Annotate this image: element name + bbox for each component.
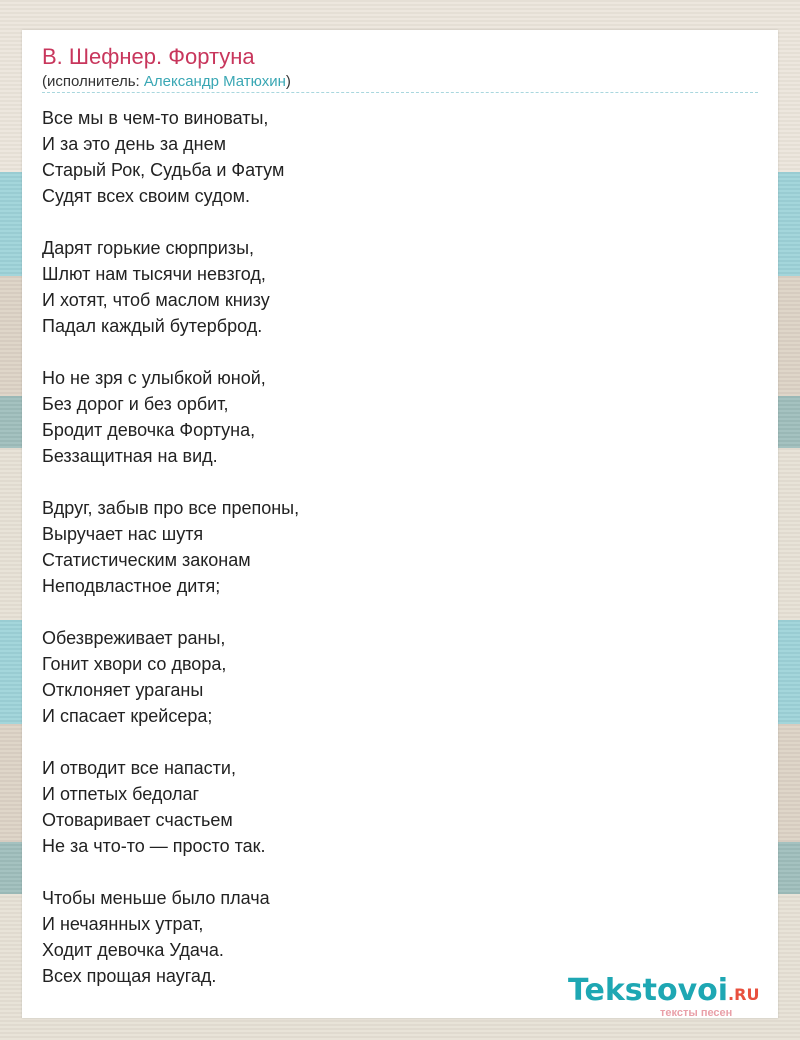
lyric-line: Вдруг, забыв про все препоны, — [42, 498, 300, 518]
logo-subtitle: тексты песен — [660, 1007, 733, 1019]
lyric-line: Ходит девочка Удача. — [42, 940, 224, 960]
stanza — [42, 625, 299, 729]
stanza — [42, 885, 299, 989]
lyric-line: Беззащитная на вид. — [42, 446, 218, 466]
lyric-line: Гонит хвори со двора, — [42, 654, 227, 674]
lyric-line: И нечаянных утрат, — [42, 914, 204, 934]
title-divider — [42, 92, 758, 93]
lyrics-card — [22, 30, 778, 1018]
lyric-line: Всех прощая наугад. — [42, 966, 217, 986]
lyric-line: Бродит девочка Фортуна, — [42, 420, 256, 440]
stanza — [42, 105, 299, 209]
lyric-line: Чтобы меньше было плача — [42, 888, 270, 908]
lyric-line: Выручает нас шутя — [42, 524, 204, 544]
logo-tld: .RU — [728, 985, 760, 1004]
lyric-line: И отводит все напасти, — [42, 758, 236, 778]
lyric-line: Старый Рок, Судьба и Фатум — [42, 160, 285, 180]
lyric-line: Неподвластное дитя; — [42, 576, 221, 596]
lyric-line: И спасает крейсера; — [42, 706, 213, 726]
performer-line — [42, 73, 291, 91]
lyric-line: Падал каждый бутерброд. — [42, 316, 263, 336]
artist-link[interactable]: Александр Матюхин — [143, 73, 286, 90]
page-title: В. Шефнер. Фортуна — [42, 44, 255, 69]
lyrics-body — [42, 105, 299, 1015]
lyric-line: Все мы в чем-то виноваты, — [42, 108, 269, 128]
lyric-line: И отпетых бедолаг — [42, 784, 200, 804]
stanza — [42, 495, 299, 599]
lyric-line: Отклоняет ураганы — [42, 680, 204, 700]
lyric-line: Без дорог и без орбит, — [42, 394, 229, 414]
lyric-line: Шлют нам тысячи невзгод, — [42, 264, 266, 284]
lyric-line: И за это день за днем — [42, 134, 226, 154]
lyric-line: Судят всех своим судом. — [42, 186, 250, 206]
lyric-line: Не за что-то — просто так. — [42, 836, 266, 856]
lyric-line: Дарят горькие сюрпризы, — [42, 238, 255, 258]
lyric-line: И хотят, чтоб маслом книзу — [42, 290, 270, 310]
lyric-line: Обезвреживает раны, — [42, 628, 226, 648]
site-logo[interactable] — [568, 974, 768, 1020]
lyric-line: Статистическим законам — [42, 550, 251, 570]
stanza — [42, 755, 299, 859]
performer-suffix: ) — [285, 73, 291, 90]
lyric-line: Отоваривает счастьем — [42, 810, 233, 830]
stanza — [42, 365, 299, 469]
stanza — [42, 235, 299, 339]
lyric-line: Но не зря с улыбкой юной, — [42, 368, 266, 388]
logo-main-text: Tekstovoi — [568, 973, 729, 1008]
performer-prefix: (исполнитель: — [42, 73, 144, 90]
